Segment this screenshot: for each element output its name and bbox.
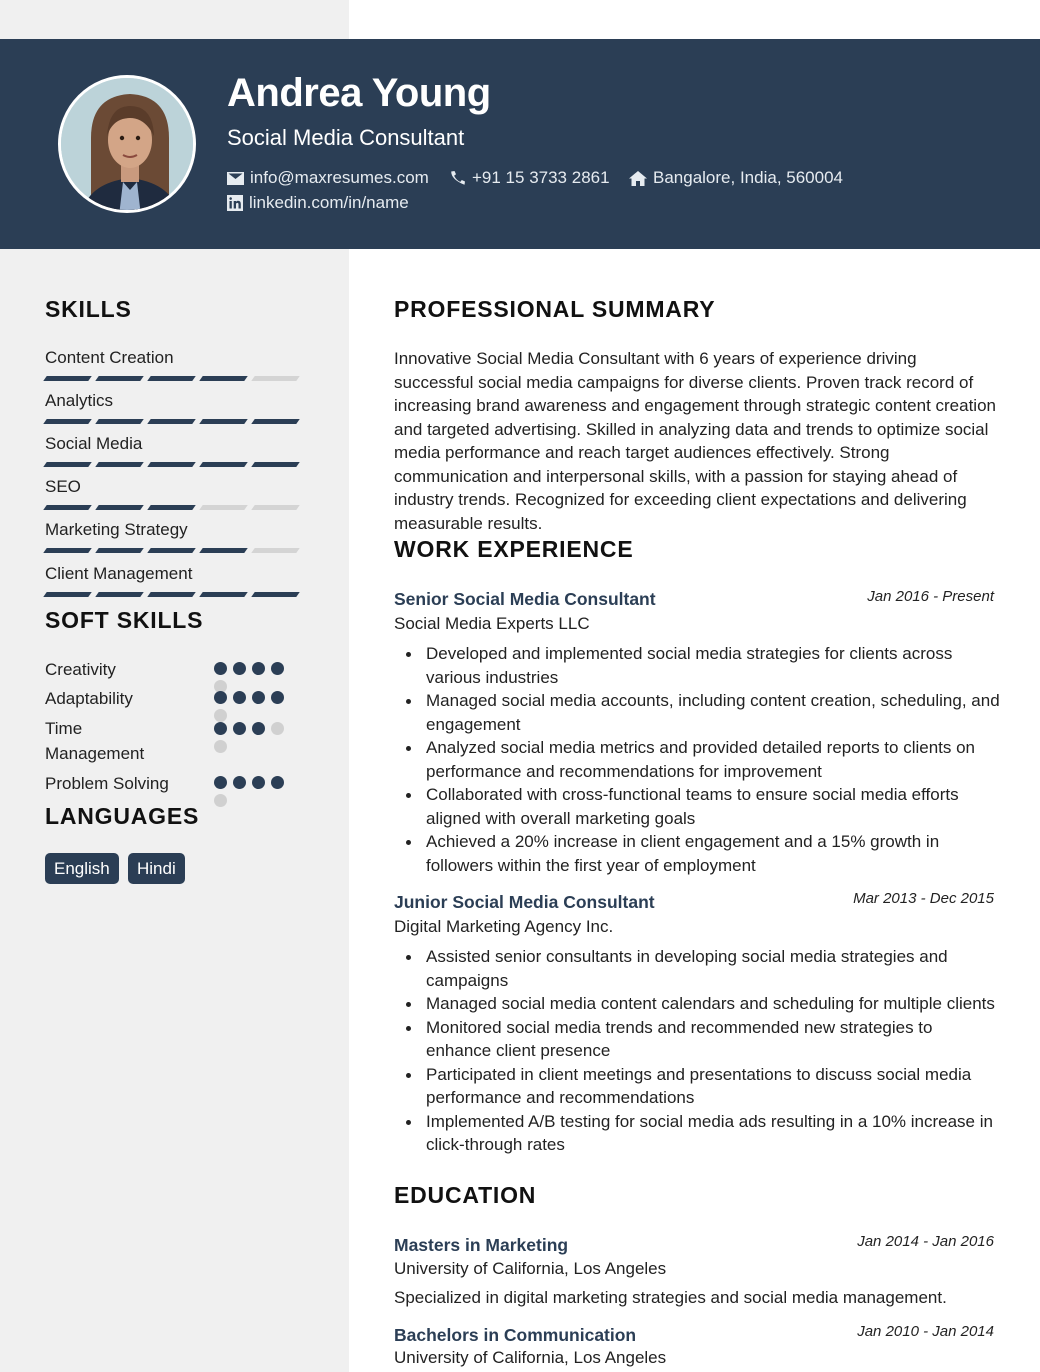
- skill-level-segment: [199, 462, 248, 467]
- summary-heading: PROFESSIONAL SUMMARY: [394, 296, 716, 322]
- skill-level-segment: [251, 419, 300, 424]
- skill-level-bar: [45, 419, 305, 424]
- language-badge: Hindi: [128, 853, 185, 884]
- degree-date: Jan 2014 - Jan 2016: [857, 1233, 994, 1250]
- job-bullets: [426, 642, 1001, 877]
- soft-skills-heading: SOFT SKILLS: [45, 607, 204, 633]
- school-name: University of California, Los Angeles: [394, 1259, 667, 1278]
- skill-level-dot: [271, 691, 284, 704]
- skill-level-segment: [43, 376, 92, 381]
- skill-level-dot: [271, 776, 284, 789]
- skill-item: [45, 434, 305, 467]
- list-item: Managed social media accounts, including content creation, scheduling, and engagement: [426, 689, 1001, 736]
- skill-level-segment: [95, 548, 144, 553]
- skill-level-dot: [233, 722, 246, 735]
- skill-level-bar: [45, 592, 305, 597]
- skill-item: [45, 564, 305, 597]
- job-title: Senior Social Media Consultant: [394, 589, 656, 609]
- email-text: info@maxresumes.com: [250, 168, 429, 187]
- skill-level-segment: [95, 505, 144, 510]
- linkedin-icon: [227, 195, 243, 211]
- list-item: Implemented A/B testing for social media ads resulting in a 10% increase in click-through rates: [426, 1110, 1001, 1157]
- job-date: Mar 2013 - Dec 2015: [853, 890, 994, 907]
- skill-level-dot: [252, 662, 265, 675]
- skill-level-segment: [251, 592, 300, 597]
- skill-level-segment: [251, 462, 300, 467]
- skill-level-dot: [214, 740, 227, 753]
- skill-level-segment: [147, 376, 196, 381]
- skill-item: [45, 348, 305, 381]
- degree-title: Masters in Marketing: [394, 1235, 569, 1255]
- skill-name: Analytics: [45, 391, 114, 410]
- list-item: Managed social media content calendars and scheduling for multiple clients: [426, 992, 1001, 1016]
- skill-level-bar: [45, 548, 305, 553]
- linkedin-text: linkedin.com/in/name: [249, 193, 409, 212]
- skill-level-dot: [233, 776, 246, 789]
- soft-skill-dots: [214, 662, 289, 693]
- envelope-icon: [227, 172, 244, 185]
- phone-icon: [450, 170, 466, 186]
- skill-level-segment: [43, 419, 92, 424]
- skill-name: Marketing Strategy: [45, 520, 188, 539]
- skill-level-dot: [214, 662, 227, 675]
- skill-level-segment: [95, 462, 144, 467]
- contact-phone[interactable]: [450, 168, 610, 188]
- experience-heading: WORK EXPERIENCE: [394, 536, 634, 562]
- skill-level-dot: [271, 722, 284, 735]
- skill-name: SEO: [45, 477, 81, 496]
- skill-level-segment: [43, 592, 92, 597]
- soft-skill-dots: [214, 691, 289, 722]
- soft-skill-name: Problem Solving: [45, 774, 169, 793]
- home-icon: [629, 171, 647, 186]
- skill-level-dot: [214, 794, 227, 807]
- skill-name: Social Media: [45, 434, 143, 453]
- skill-level-dot: [252, 776, 265, 789]
- list-item: Assisted senior consultants in developing social media strategies and campaigns: [426, 945, 1001, 992]
- phone-text: +91 15 3733 2861: [472, 168, 610, 187]
- education-heading: EDUCATION: [394, 1182, 537, 1208]
- skill-level-segment: [147, 505, 196, 510]
- skill-item: [45, 477, 305, 510]
- skill-level-segment: [147, 548, 196, 553]
- skill-level-segment: [199, 505, 248, 510]
- skill-name: Client Management: [45, 564, 193, 583]
- skill-level-dot: [233, 691, 246, 704]
- skill-level-segment: [147, 462, 196, 467]
- skill-level-segment: [147, 592, 196, 597]
- list-item: Participated in client meetings and presentations to discuss social media performance and recommendations: [426, 1063, 1001, 1110]
- profile-photo-icon: [61, 78, 196, 213]
- soft-skill-name: Time Management: [45, 719, 145, 763]
- skill-level-bar: [45, 505, 305, 510]
- skill-level-bar: [45, 376, 305, 381]
- skill-level-segment: [43, 462, 92, 467]
- skill-level-dot: [252, 722, 265, 735]
- skill-level-segment: [43, 548, 92, 553]
- skill-level-segment: [95, 419, 144, 424]
- skill-level-segment: [199, 548, 248, 553]
- list-item: Collaborated with cross-functional teams to ensure social media efforts aligned with overall marketing goals: [426, 783, 1001, 830]
- skill-level-segment: [251, 548, 300, 553]
- skill-level-segment: [199, 376, 248, 381]
- avatar: [58, 75, 196, 213]
- list-item: Analyzed social media metrics and provided detailed reports to clients on performance and recommendations for improvement: [426, 736, 1001, 783]
- candidate-role: Social Media Consultant: [227, 125, 465, 150]
- school-name: University of California, Los Angeles: [394, 1348, 667, 1367]
- skill-item: [45, 520, 305, 553]
- skill-level-segment: [43, 505, 92, 510]
- skill-level-segment: [251, 376, 300, 381]
- job-bullets: [426, 945, 1001, 1157]
- skill-level-dot: [214, 776, 227, 789]
- skills-heading: SKILLS: [45, 296, 132, 322]
- skill-item: [45, 391, 305, 424]
- location-text: Bangalore, India, 560004: [653, 168, 843, 187]
- skill-level-dot: [214, 722, 227, 735]
- list-item: Developed and implemented social media strategies for clients across various industries: [426, 642, 1001, 689]
- soft-skill-name: Creativity: [45, 660, 116, 679]
- skill-level-segment: [251, 505, 300, 510]
- job-company: Digital Marketing Agency Inc.: [394, 917, 614, 936]
- skill-level-dot: [233, 662, 246, 675]
- skill-level-dot: [214, 691, 227, 704]
- skill-level-dot: [252, 691, 265, 704]
- job-date: Jan 2016 - Present: [867, 588, 994, 605]
- soft-skill-dots: [214, 776, 289, 807]
- skill-level-segment: [95, 592, 144, 597]
- summary-text: Innovative Social Media Consultant with 6 years of experience driving successful social media campaigns for diverse clients. Proven track record of increasing brand awareness and engagement through strategic content creation and targeted advertising. Skilled in analyzing data and trends to optimize social media performance and reach target audiences effectively. Strong communication and interpersonal skills, with a passion for staying ahead of industry trends. Recognized for exceeding client expectations and delivering measurable results.: [394, 349, 996, 533]
- degree-title: Bachelors in Communication: [394, 1325, 637, 1345]
- skill-level-dot: [271, 662, 284, 675]
- contact-linkedin[interactable]: [227, 193, 409, 213]
- skill-level-segment: [199, 419, 248, 424]
- candidate-name: Andrea Young: [227, 71, 491, 115]
- job-company: Social Media Experts LLC: [394, 614, 590, 633]
- resume-header: [0, 39, 1040, 249]
- skill-level-bar: [45, 462, 305, 467]
- degree-date: Jan 2010 - Jan 2014: [857, 1323, 994, 1340]
- language-badge: English: [45, 853, 119, 884]
- list-item: Achieved a 20% increase in client engagement and a 15% growth in followers within the first year of employment: [426, 830, 1001, 877]
- job-title: Junior Social Media Consultant: [394, 892, 655, 912]
- skill-level-segment: [199, 592, 248, 597]
- skill-level-dot: [214, 709, 227, 722]
- contact-location: [629, 168, 843, 188]
- skill-name: Content Creation: [45, 348, 174, 367]
- contact-email[interactable]: [227, 168, 429, 188]
- languages-heading: LANGUAGES: [45, 803, 200, 829]
- soft-skill-name: Adaptability: [45, 689, 133, 708]
- skill-level-segment: [147, 419, 196, 424]
- degree-description: Specialized in digital marketing strategies and social media management.: [394, 1288, 947, 1307]
- skill-level-segment: [95, 376, 144, 381]
- soft-skill-dots: [214, 722, 289, 753]
- list-item: Monitored social media trends and recommended new strategies to enhance client presence: [426, 1016, 1001, 1063]
